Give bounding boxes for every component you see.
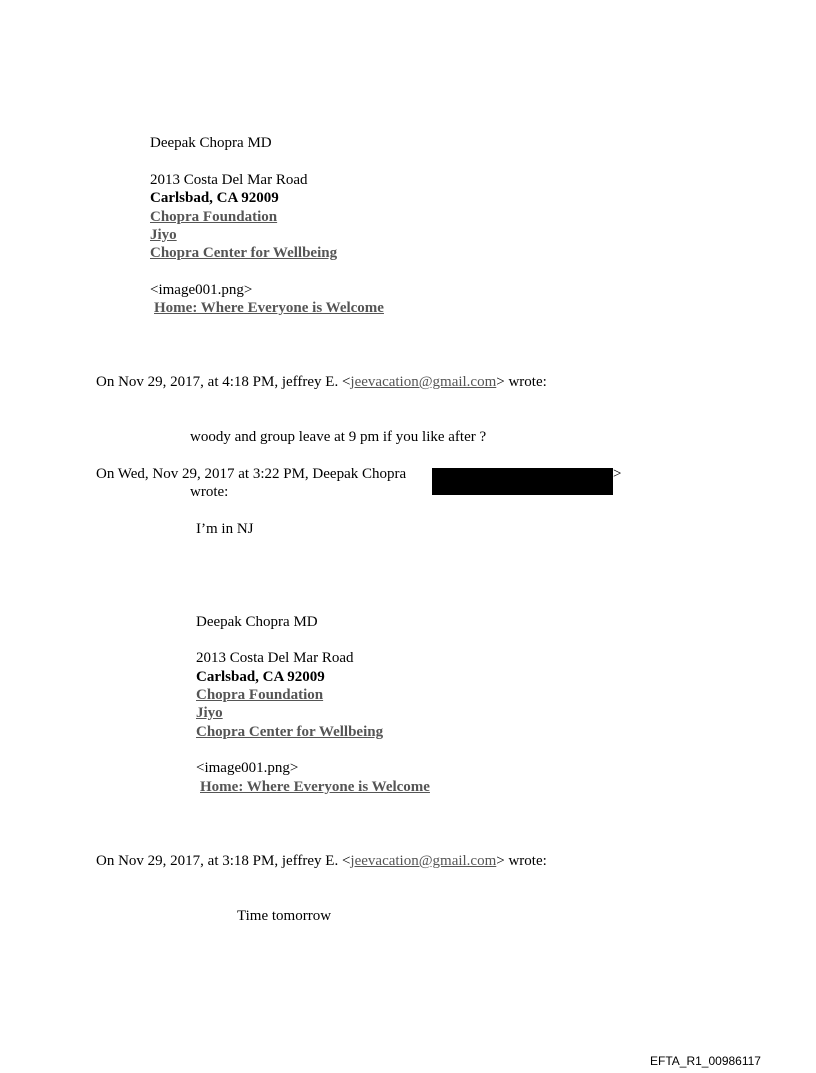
signature-street-2: 2013 Costa Del Mar Road <box>196 650 354 666</box>
image-placeholder: <image001.png> <box>150 282 253 298</box>
reply-header-3-prefix: On Nov 29, 2017, at 3:18 PM, jeffrey E. < <box>96 853 351 869</box>
signature-name: Deepak Chopra MD <box>150 135 272 151</box>
jiyo-link[interactable]: Jiyo <box>150 227 177 243</box>
jiyo-link-2[interactable]: Jiyo <box>196 705 223 721</box>
signature-street: 2013 Costa Del Mar Road <box>150 172 308 188</box>
reply-header-3 <box>96 852 547 870</box>
chopra-foundation-link[interactable]: Chopra Foundation <box>150 209 278 225</box>
signature-city: Carlsbad, CA 92009 <box>150 190 279 206</box>
home-tagline-link-2[interactable]: Home: Where Everyone is Welcome <box>200 779 430 795</box>
image-placeholder-2: <image001.png> <box>196 760 299 776</box>
email-link[interactable]: jeevacation@gmail.com <box>350 374 497 390</box>
chopra-foundation-link-2[interactable]: Chopra Foundation <box>196 687 324 703</box>
home-tagline-link[interactable]: Home: Where Everyone is Welcome <box>154 300 384 316</box>
chopra-center-link[interactable]: Chopra Center for Wellbeing <box>150 245 338 261</box>
reply-header-2: On Wed, Nov 29, 2017 at 3:22 PM, Deepak Chopra <box>96 466 407 482</box>
redaction-bar <box>432 468 613 495</box>
message-body-3: Time tomorrow <box>237 908 332 924</box>
email-link-2[interactable]: jeevacation@gmail.com <box>350 853 497 869</box>
reply-header-3-suffix: > wrote: <box>496 853 547 869</box>
message-body-2: I’m in NJ <box>196 521 254 537</box>
message-body: woody and group leave at 9 pm if you like after ? <box>190 429 487 445</box>
reply-header <box>96 373 547 391</box>
chopra-center-link-2[interactable]: Chopra Center for Wellbeing <box>196 724 384 740</box>
signature-city-2: Carlsbad, CA 92009 <box>196 669 325 685</box>
reply-header-prefix: On Nov 29, 2017, at 4:18 PM, jeffrey E. < <box>96 374 351 390</box>
signature-name-2: Deepak Chopra MD <box>196 614 318 630</box>
reply-header-2-end: > <box>613 466 622 482</box>
reply-header-suffix: > wrote: <box>496 374 547 390</box>
reply-header-2-wrote: wrote: <box>190 484 229 500</box>
document-id: EFTA_R1_00986117 <box>650 1054 761 1068</box>
